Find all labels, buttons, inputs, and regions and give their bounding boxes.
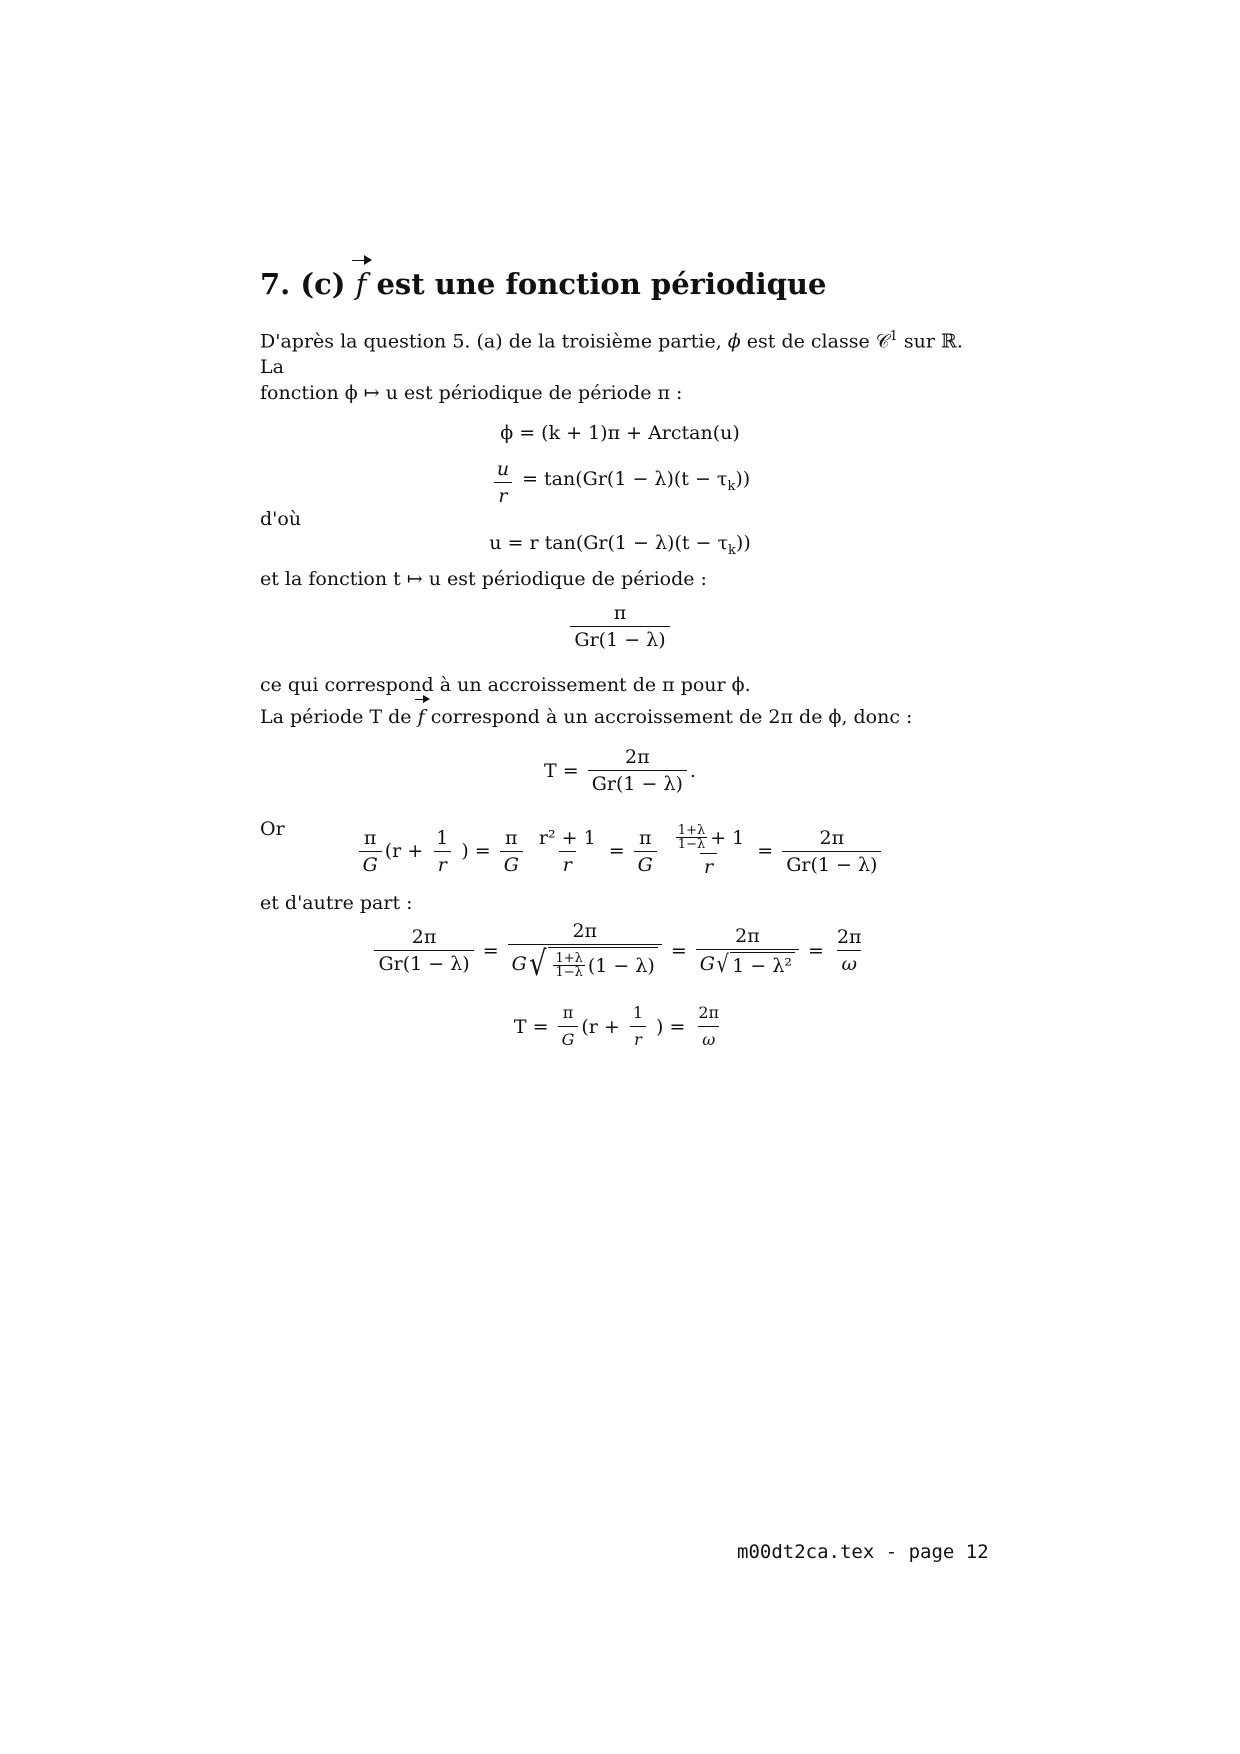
equation-T-final: T = $\frac{\pi}{G}$ (r + $\frac{1}{r}$ ) = $\frac{2\pi}{\omega}$	[513, 1003, 720, 1049]
vector-f: f	[356, 258, 367, 304]
equation-phi: ϕ = (k + 1)π + Arctan(u)	[500, 422, 740, 445]
equation-period-u: $\frac{\pi}{Gr(1 - \lambda)}$	[260, 602, 980, 651]
equation-u-over-r: $\frac{u}{r}$ = $\tan(Gr(1 - \lambda)(t - \tau_k))$	[260, 456, 980, 507]
fraction: $\frac{u}{r}$	[493, 458, 513, 507]
vector-f-inline: f	[418, 698, 425, 730]
paragraph-3: ce qui correspond à un accroissement de π pour ϕ. La période T de f correspond à un accroissement de 2π de ϕ, donc :	[260, 674, 913, 729]
section-heading	[260, 258, 980, 304]
section-part: (c)	[300, 267, 346, 301]
autre-label: et d'autre part :	[260, 892, 413, 915]
section-number: 7.	[260, 267, 291, 301]
equation-u: u = r $\tan(Gr(1 - \lambda)(t - \tau_k))$	[489, 532, 751, 559]
or-label: Or	[260, 818, 285, 841]
equation-omega-chain: $\frac{2\pi}{Gr(1 - \lambda)}$ = 2π G √ $\frac{1+\lambda}{1-\lambda}$ (1 − λ) = 2π G √ 1 − λ² = $\frac{2\pi}{\omega}$	[260, 920, 980, 981]
document-body	[260, 258, 980, 1006]
equation-T: T = $\frac{2\pi}{Gr(1 - \lambda)}$ .	[544, 746, 696, 796]
dou-label: d'où	[260, 508, 302, 531]
page-footer: m00dt2ca.tex - page 12	[737, 1541, 989, 1563]
paragraph-1: D'après la question 5. (a) de la troisième partie, ϕ est de classe 𝒞$^1$ sur ℝ. La fonction ϕ ↦ u est périodique de période π :	[260, 329, 963, 405]
paragraph-2: et la fonction t ↦ u est périodique de période :	[260, 568, 707, 591]
section-title: est une fonction périodique	[376, 267, 827, 301]
equation-or-chain: $\frac{\pi}{G}$ (r + $\frac{1}{r}$ ) = $\frac{\pi}{G}$ $\frac{\text{r² + 1}}{r}$ = $\frac{\pi}{G}$ $\frac{1+\lambda}{1-\lambda}$ + 1 r = $\frac{2\pi}{Gr(1 - \lambda)}$	[260, 824, 980, 878]
